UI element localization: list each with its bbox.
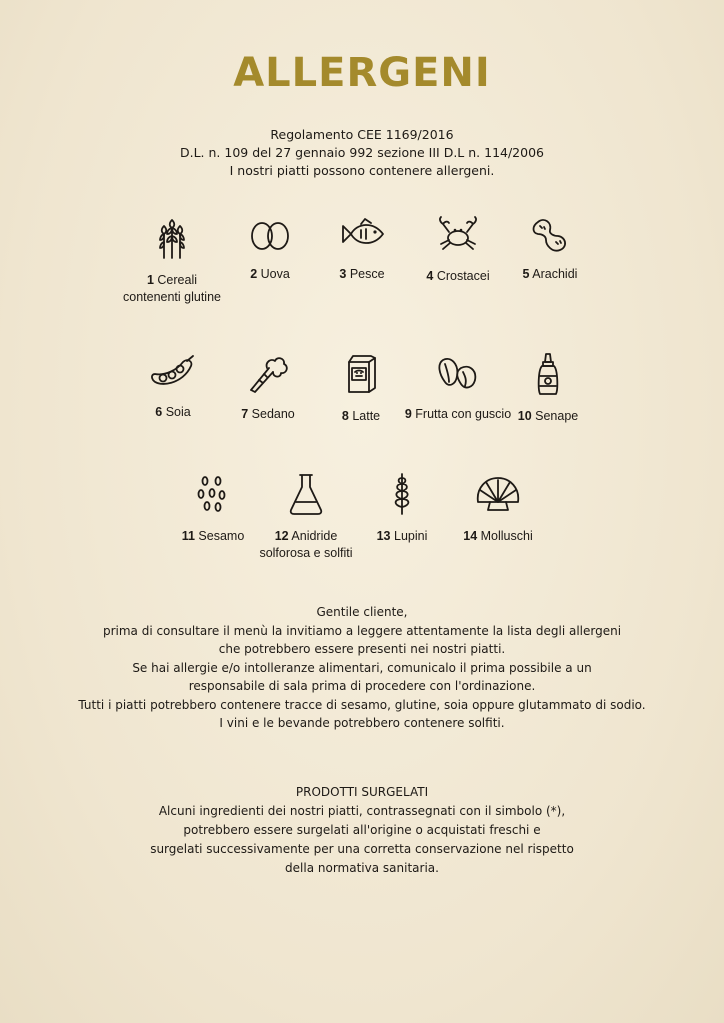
notice-line: Se hai allergie e/o intolleranze alimentari, comunicalo il prima possibile a un: [132, 660, 592, 675]
allergen-item: 13 Lupini: [347, 472, 457, 545]
allergen-name: Sesamo: [198, 529, 245, 543]
peanut-icon: [528, 214, 572, 254]
fish-icon: [337, 214, 387, 254]
allergen-item: 7 Sedano: [213, 352, 323, 423]
allergen-item: 9 Frutta con guscio: [403, 352, 513, 423]
notice-line: prima di consultare il menù la invitiamo a leggere attentamente la lista degli allergeni: [102, 623, 622, 638]
customer-notice: [0, 603, 724, 733]
allergen-name: Senape: [535, 409, 579, 423]
allergen-item: 5 Arachidi: [495, 214, 605, 283]
notice-line: responsabile di sala prima di procedere con l'ordinazione.: [188, 679, 536, 693]
flask-icon: [286, 472, 326, 516]
milk-carton-icon: [339, 352, 383, 396]
allergen-name: Arachidi: [532, 267, 578, 281]
frozen-heading: PRODOTTI SURGELATI: [295, 785, 429, 799]
allergen-name: Crostacei: [436, 269, 490, 283]
allergen-name: Cereali contenenti glutine: [123, 273, 221, 304]
allergen-item: 4 Crostacei: [403, 214, 513, 285]
allergen-item: 14 Molluschi: [443, 472, 553, 545]
allergen-item: 1 Cereali contenenti glutine: [117, 214, 227, 306]
allergen-item: 10 Senape: [493, 352, 603, 425]
frozen-line: potrebbero essere surgelati all'origine o acquistati freschi e: [183, 823, 541, 837]
frozen-products-section: [0, 783, 724, 878]
nuts-icon: [435, 352, 481, 394]
eggs-icon: [247, 214, 293, 254]
allergen-item: 6 Soia: [118, 352, 228, 421]
frozen-line: Alcuni ingredienti dei nostri piatti, contrassegnati con il simbolo (*),: [158, 804, 566, 818]
soy-pod-icon: [149, 352, 197, 392]
allergen-item: 11 Sesamo: [158, 472, 268, 545]
allergen-name: Sedano: [251, 407, 295, 421]
notice-line: Gentile cliente,: [316, 605, 408, 619]
allergen-name: Molluschi: [480, 529, 533, 543]
celery-icon: [245, 352, 291, 394]
allergen-item: 3 Pesce: [307, 214, 417, 283]
mustard-icon: [528, 352, 568, 396]
allergen-item: 2 Uova: [215, 214, 325, 283]
allergen-name: Anidride solforosa e solfiti: [259, 529, 353, 560]
allergen-name: Latte: [352, 409, 381, 423]
sesame-icon: [191, 472, 235, 516]
allergen-name: Frutta con guscio: [415, 407, 512, 421]
notice-line: che potrebbero essere presenti nei nostri piatti.: [218, 642, 506, 656]
frozen-line: surgelati successivamente per una corretta conservazione nel rispetto: [150, 842, 574, 856]
allergen-name: Lupini: [394, 529, 428, 543]
shell-icon: [472, 472, 524, 516]
crab-icon: [435, 214, 481, 256]
allergen-name: Pesce: [349, 267, 385, 281]
regulation-line: Regolamento CEE 1169/2016: [270, 127, 454, 142]
allergen-name: Uova: [260, 267, 290, 281]
allergen-item: 8 Latte: [306, 352, 416, 425]
page-title: ALLERGENI: [233, 50, 491, 96]
decree-line: D.L. n. 109 del 27 gennaio 992 sezione III D.L n. 114/2006: [179, 145, 544, 160]
lupin-icon: [382, 472, 422, 516]
notice-line: Tutti i piatti potrebbero contenere tracce di sesamo, glutine, soia oppure glutammato di sodio.: [78, 697, 646, 712]
allergen-name: Soia: [165, 405, 191, 419]
allergen-item: 12 Anidride solforosa e solfiti: [251, 472, 361, 562]
notice-line: I vini e le bevande potrebbero contenere solfiti.: [219, 716, 505, 730]
intro-statement: I nostri piatti possono contenere allergeni.: [229, 163, 495, 178]
wheat-icon: [150, 214, 194, 260]
frozen-line: della normativa sanitaria.: [285, 861, 439, 875]
intro-block: [0, 126, 724, 180]
